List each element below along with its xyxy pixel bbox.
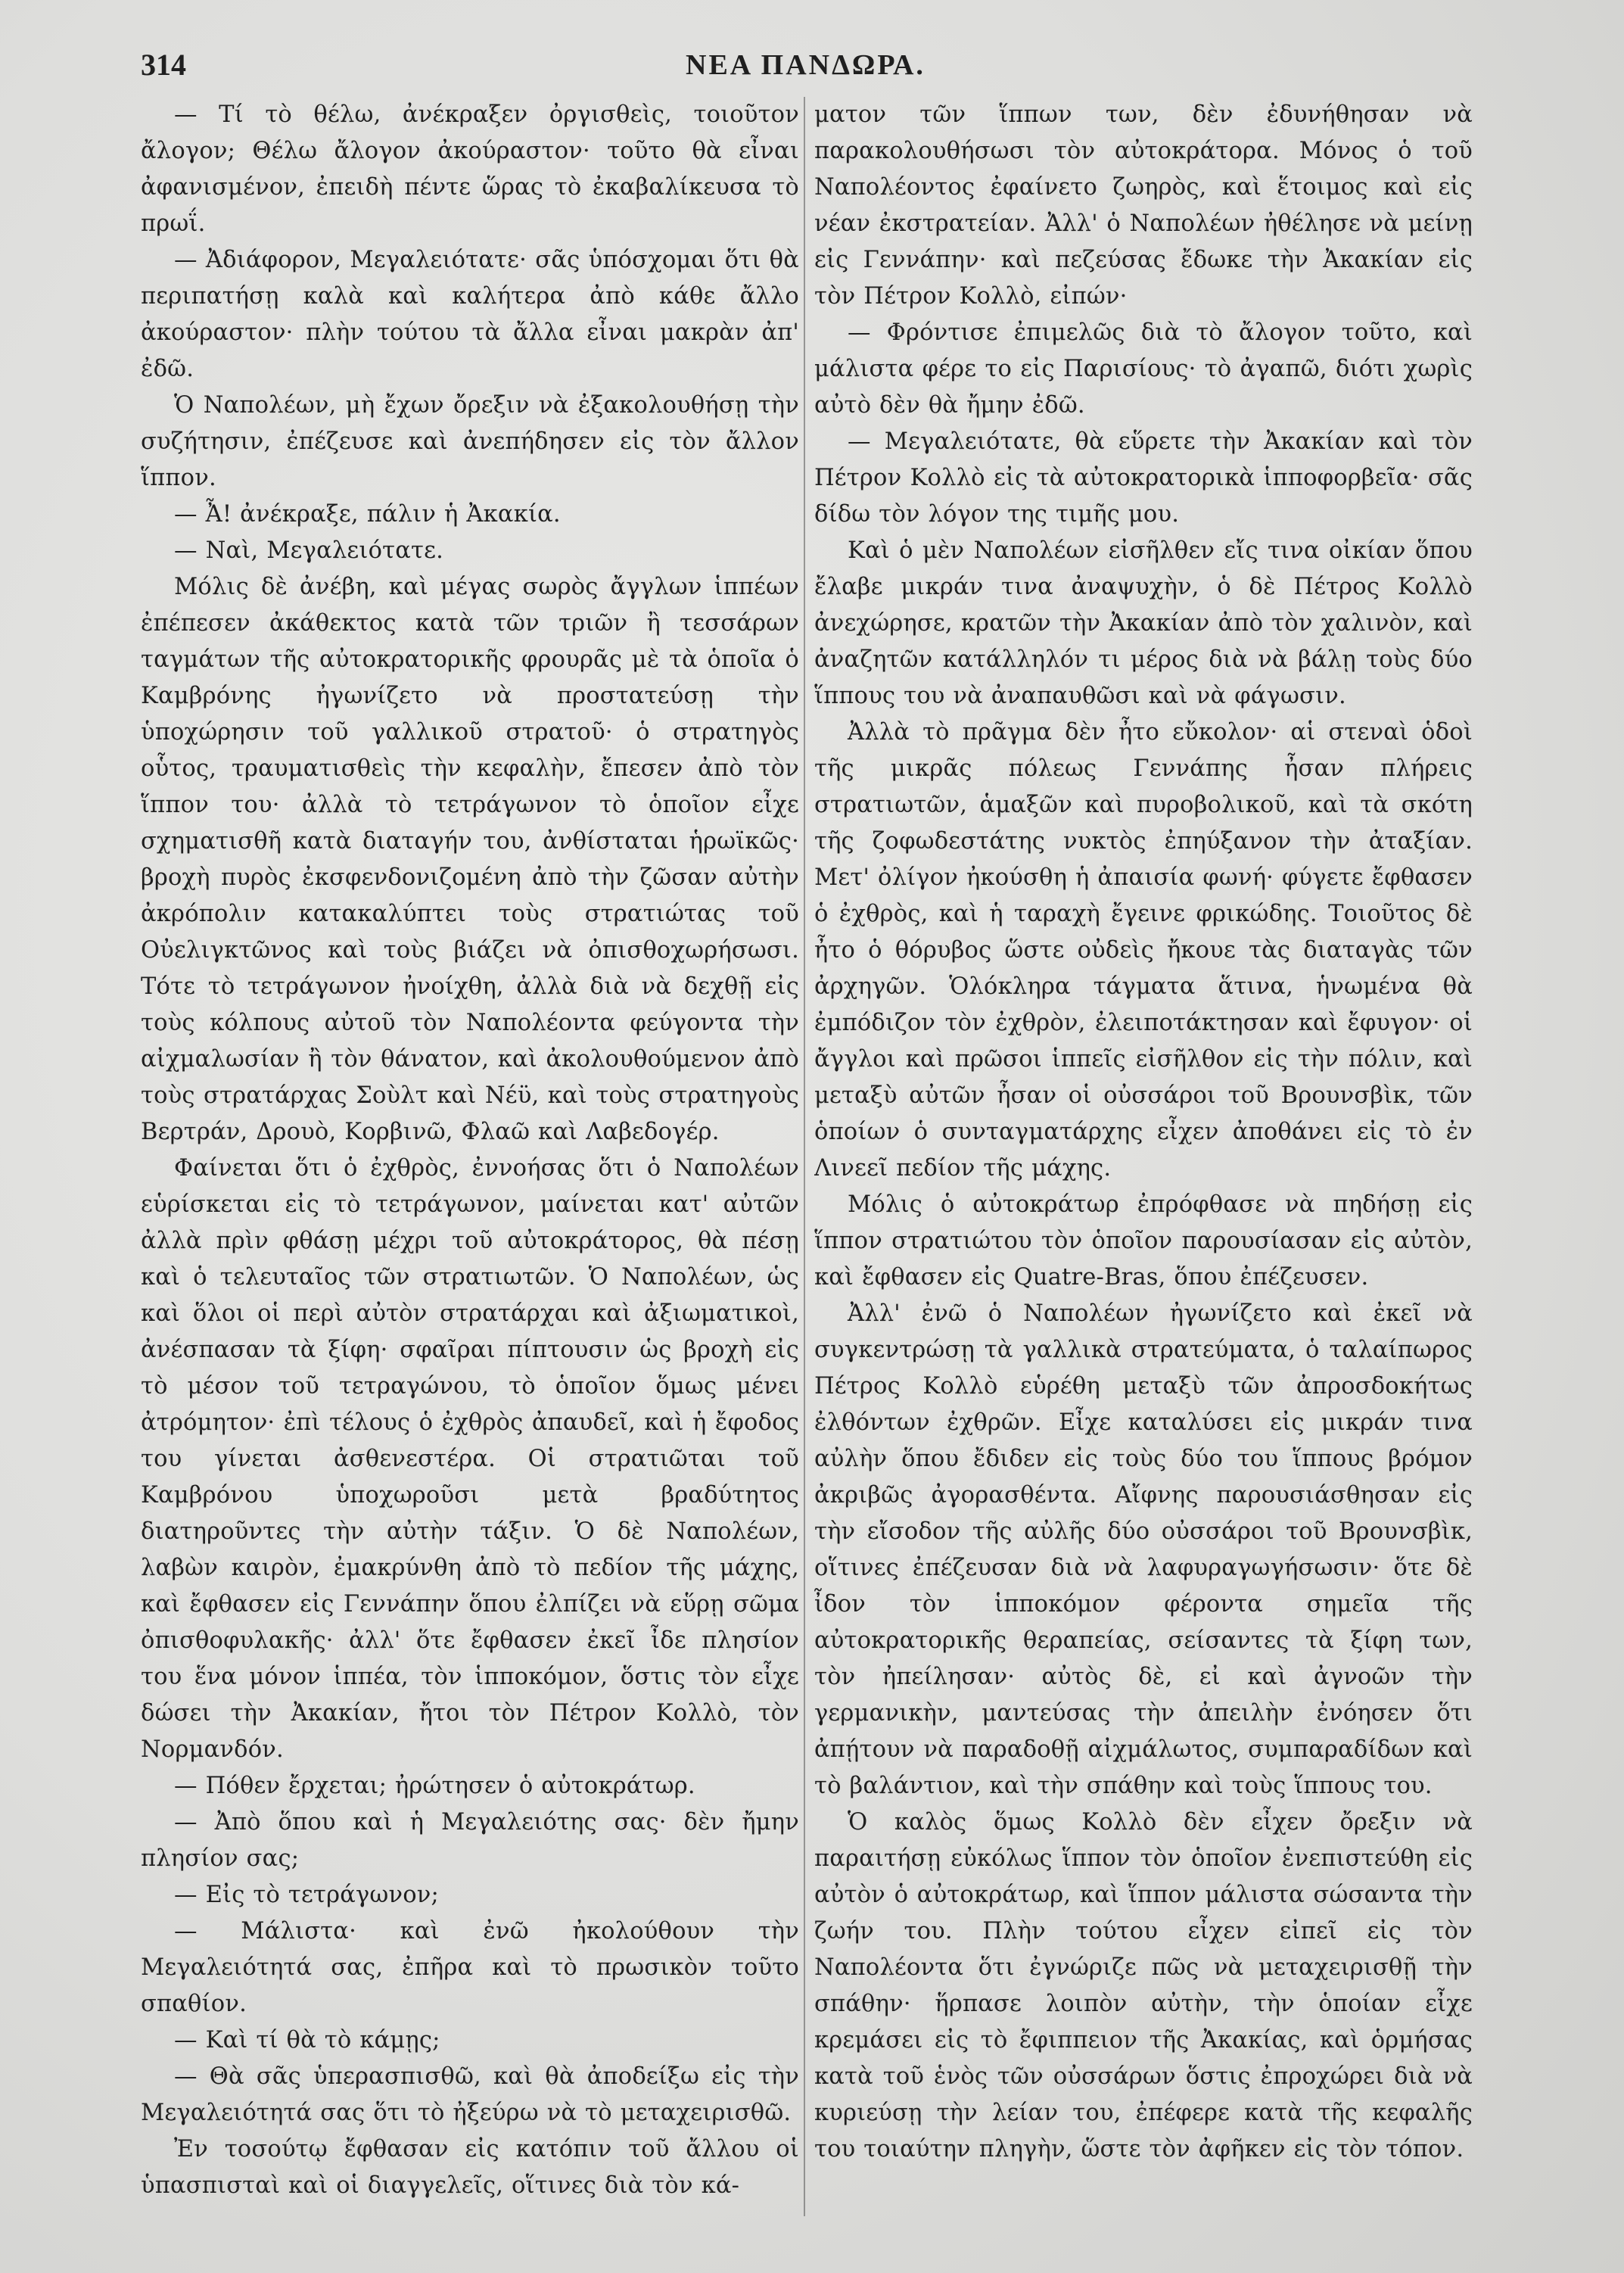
paragraph: — Τί τὸ θέλω, ἀνέκραξεν ὀργισθεὶς, τοιοῦτον ἄλογον; Θέλω ἄλογον ἀκούραστον· τοῦτο θὰ εἶναι ἀφανισμένον, ἐπειδὴ πέντε ὥρας τὸ ἐκαβαλίκευσα τὸ πρωΐ. — [141, 101, 799, 237]
paragraph: — Ἀδιάφορον, Μεγαλειότατε· σᾶς ὑπόσχομαι ὅτι θὰ περιπατήσῃ καλὰ καὶ καλήτερα ἀπὸ κάθε ἄλλο ἀκούραστον· πλὴν τούτου τὰ ἄλλα εἶναι μακρὰν ἀπ' ἐδῶ. — [141, 247, 799, 382]
paragraph: ματον τῶν ἵππων των, δὲν ἐδυνήθησαν νὰ παρακολουθήσωσι τὸν αὐτοκράτορα. Μόνος ὁ τοῦ Ναπολέοντος ἐφαίνετο ζωηρὸς, καὶ ἕτοιμος καὶ εἰς νέαν ἐκστρατείαν. Ἀλλ' ὁ Ναπολέων ἠθέλησε νὰ μείνῃ εἰς Γεννάπην· καὶ πεζεύσας ἔδωκε τὴν Ἀκακίαν εἰς τὸν Πέτρον Κολλὸ, εἰπών· — [814, 101, 1473, 310]
paragraph: — Μάλιστα· καὶ ἐνῶ ἠκολούθουν τὴν Μεγαλειότητά σας, ἐπῆρα καὶ τὸ πρωσικὸν τοῦτο σπαθίον. — [141, 1918, 799, 2017]
left-column — [141, 97, 799, 2247]
paragraph: — Καὶ τί θὰ τὸ κάμῃς; — [174, 2027, 440, 2053]
paragraph: — Ναὶ, Μεγαλειότατε. — [174, 537, 443, 564]
paragraph: Μόλις ὁ αὐτοκράτωρ ἐπρόφθασε νὰ πηδήσῃ εἰς ἵππον στρατιώτου τὸν ὁποῖον παρουσίασαν εἰς αὐτὸν, καὶ ἔφθασεν εἰς Quatre-Bras, ὅπου ἐπέζευσεν. — [814, 1191, 1473, 1291]
paragraph: Μόλις δὲ ἀνέβη, καὶ μέγας σωρὸς ἄγγλων ἱππέων ἐπέπεσεν ἀκάθεκτος κατὰ τῶν τριῶν ἢ τεσσάρων ταγμάτων τῆς αὐτοκρατορικῆς φρουρᾶς μὲ τὰ ὁποῖα ὁ Καμβρόνης ἠγωνίζετο νὰ προστατεύσῃ τὴν ὑποχώρησιν τοῦ γαλλικοῦ στρατοῦ· ὁ στρατηγὸς οὗτος, τραυματισθεὶς τὴν κεφαλὴν, ἔπεσεν ἀπὸ τὸν ἵππον του· ἀλλὰ τὸ τετράγωνον τὸ ὁποῖον εἶχε σχηματισθῆ κατὰ διαταγήν του, ἀνθίσταται ἡρωϊκῶς· βροχὴ πυρὸς ἐκσφενδονιζομένη ἀπὸ τὴν ζῶσαν αὐτὴν ἀκρόπολιν κατακαλύπτει τοὺς στρατιώτας τοῦ Οὐελιγκτῶνος καὶ τοὺς βιάζει νὰ ὀπισθοχωρήσωσι. Τότε τὸ τετράγωνον ἠνοίχθη, ἀλλὰ διὰ νὰ δεχθῇ εἰς τοὺς κόλπους αὐτοῦ τὸν Ναπολέοντα φεύγοντα τὴν αἰχμαλωσίαν ἢ τὸν θάνατον, καὶ ἀκολουθούμενον ἀπὸ τοὺς στρατάρχας Σοὺλτ καὶ Νέϋ, καὶ τοὺς στρατηγοὺς Βερτράν, Δρουὸ, Κορβινῶ, Φλαῶ καὶ Λαβεδογέρ. — [141, 574, 799, 1145]
running-title: ΝΕΑ ΠΑΝΔΩΡΑ. — [686, 49, 926, 81]
page-number: 314 — [141, 48, 186, 82]
paragraph: Ἀλλ' ἐνῶ ὁ Ναπολέων ἠγωνίζετο καὶ ἐκεῖ νὰ συγκεντρώσῃ τὰ γαλλικὰ στρατεύματα, ὁ ταλαίπωρος Πέτρος Κολλὸ εὑρέθη μεταξὺ τῶν ἀπροσδοκήτως ἐλθόντων ἐχθρῶν. Εἶχε καταλύσει εἰς μικράν τινα αὐλὴν ὅπου ἔδιδεν εἰς τοὺς δύο του ἵππους βρόμον ἀκριβῶς ἀγορασθέντα. Αἴφνης παρουσιάσθησαν εἰς τὴν εἴσοδον τῆς αὐλῆς δύο οὐσσάροι τοῦ Βρουνσβὶκ, οἵτινες ἐπέζευσαν διὰ νὰ λαφυραγωγήσωσιν· ὅτε δὲ ἶδον τὸν ἱπποκόμον φέροντα σημεῖα τῆς αὐτοκρατορικῆς θεραπείας, σείσαντες τὰ ξίφη των, τὸν ἠπείλησαν· αὐτὸς δὲ, εἰ καὶ ἀγνοῶν τὴν γερμανικὴν, μαντεύσας τὴν ἀπειλὴν ἐνόησεν ὅτι ἀπῄτουν νὰ παραδοθῇ αἰχμάλωτος, συμπαραδίδων καὶ τὸ βαλάντιον, καὶ τὴν σπάθην καὶ τοὺς ἵππους του. — [814, 1300, 1473, 1799]
paragraph: — Ἆ! ἀνέκραξε, πάλιν ἡ Ἀκακία. — [174, 501, 561, 528]
paragraph: Καὶ ὁ μὲν Ναπολέων εἰσῆλθεν εἴς τινα οἰκίαν ὅπου ἔλαβε μικράν τινα ἀναψυχὴν, ὁ δὲ Πέτρος Κολλὸ ἀνεχώρησε, κρατῶν τὴν Ἀκακίαν ἀπὸ τὸν χαλινὸν, καὶ ἀναζητῶν κατάλληλόν τι μέρος διὰ νὰ βάλῃ τοὺς δύο ἵππους του νὰ ἀναπαυθῶσι καὶ νὰ φάγωσιν. — [814, 537, 1473, 709]
page-header — [141, 47, 1579, 89]
paragraph: Ὁ Ναπολέων, μὴ ἔχων ὄρεξιν νὰ ἐξακολουθήσῃ τὴν συζήτησιν, ἐπέζευσε καὶ ἀνεπήδησεν εἰς τὸν ἄλλον ἵππον. — [141, 392, 799, 491]
paragraph: — Φρόντισε ἐπιμελῶς διὰ τὸ ἄλογον τοῦτο, καὶ μάλιστα φέρε το εἰς Παρισίους· τὸ ἀγαπῶ, διότι χωρὶς αὐτὸ δὲν θὰ ἤμην ἐδῶ. — [814, 319, 1473, 419]
paragraph: — Εἰς τὸ τετράγωνον; — [174, 1882, 440, 1908]
paragraph: Ὁ καλὸς ὅμως Κολλὸ δὲν εἶχεν ὄρεξιν νὰ παραιτήσῃ εὐκόλως ἵππον τὸν ὁποῖον ἐνεπιστεύθη εἰς αὐτὸν ὁ αὐτοκράτωρ, καὶ ἵππον μάλιστα σώσαντα τὴν ζωήν του. Πλὴν τούτου εἶχεν εἰπεῖ εἰς τὸν Ναπολέοντα ὅτι ἐγνώριζε πῶς νὰ μεταχειρισθῇ τὴν σπάθην· ἥρπασε λοιπὸν αὐτὴν, τὴν ὁποίαν εἶχε κρεμάσει εἰς τὸ ἔφιππειον τῆς Ἀκακίας, καὶ ὁρμήσας κατὰ τοῦ ἑνὸς τῶν οὐσσάρων ὅστις ἐπροχώρει διὰ νὰ κυριεύσῃ τὴν λείαν του, ἐπέφερε κατὰ τῆς κεφαλῆς του τοιαύτην πληγὴν, ὥστε τὸν ἀφῆκεν εἰς τὸν τόπον. — [814, 1809, 1473, 2162]
column-divider — [804, 97, 805, 2216]
paragraph: — Μεγαλειότατε, θὰ εὕρετε τὴν Ἀκακίαν καὶ τὸν Πέτρον Κολλὸ εἰς τὰ αὐτοκρατορικὰ ἱπποφορβεῖα· σᾶς δίδω τὸν λόγον της τιμῆς μου. — [814, 428, 1473, 528]
right-column — [814, 97, 1473, 2247]
paragraph: — Ἀπὸ ὅπου καὶ ἡ Μεγαλειότης σας· δὲν ἤμην πλησίον σας; — [141, 1809, 799, 1872]
paragraph: — Θὰ σᾶς ὑπερασπισθῶ, καὶ θὰ ἀποδείξω εἰς τὴν Μεγαλειότητά σας ὅτι τὸ ἠξεύρω νὰ τὸ μεταχειρισθῶ. — [141, 2063, 799, 2126]
paragraph: Ἀλλὰ τὸ πρᾶγμα δὲν ἦτο εὔκολον· αἱ στεναὶ ὁδοὶ τῆς μικρᾶς πόλεως Γεννάπης ἦσαν πλήρεις στρατιωτῶν, ἁμαξῶν καὶ πυροβολικοῦ, καὶ τὰ σκότη τῆς ζοφωδεστάτης νυκτὸς ἐπηύξανον τὴν ἀταξίαν. Μετ' ὀλίγον ἠκούσθη ἡ ἀπαισία φωνή· φύγετε ἔφθασεν ὁ ἐχθρὸς, καὶ ἡ ταραχὴ ἔγεινε φρικώδης. Τοιοῦτος δὲ ἦτο ὁ θόρυβος ὥστε οὐδεὶς ἤκουε τὰς διαταγὰς τῶν ἀρχηγῶν. Ὁλόκληρα τάγματα ἅτινα, ἡνωμένα θὰ ἐμπόδιζον τὸν ἐχθρὸν, ἐλειποτάκτησαν καὶ ἔφυγον· οἱ ἄγγλοι καὶ πρῶσοι ἱππεῖς εἰσῆλθον εἰς τὴν πόλιν, καὶ μεταξὺ αὐτῶν ἦσαν οἱ οὐσσάροι τοῦ Βρουνσβὶκ, τῶν ὁποίων ὁ συνταγματάρχης εἶχεν ἀποθάνει εἰς τὸ ἐν Λινεεῖ πεδίον τῆς μάχης. — [814, 719, 1473, 1182]
paragraph: Ἐν τοσούτῳ ἔφθασαν εἰς κατόπιν τοῦ ἄλλου οἱ ὑπασπισταὶ καὶ οἱ διαγγελεῖς, οἵτινες διὰ τὸν κά- — [141, 2136, 799, 2199]
paragraph: — Πόθεν ἔρχεται; ἠρώτησεν ὁ αὐτοκράτωρ. — [174, 1773, 695, 1799]
paragraph: Φαίνεται ὅτι ὁ ἐχθρὸς, ἐννοήσας ὅτι ὁ Ναπολέων εὑρίσκεται εἰς τὸ τετράγωνον, μαίνεται κατ' αὐτῶν ἀλλὰ πρὶν φθάσῃ μέχρι τοῦ αὐτοκράτορος, θὰ πέσῃ καὶ ὁ τελευταῖος τῶν στρατιωτῶν. Ὁ Ναπολέων, ὡς καὶ ὅλοι οἱ περὶ αὐτὸν στρατάρχαι καὶ ἀξιωματικοὶ, ἀνέσπασαν τὰ ξίφη· σφαῖραι πίπτουσιν ὡς βροχὴ εἰς τὸ μέσον τοῦ τετραγώνου, τὸ ὁποῖον ὅμως μένει ἀτρόμητον· ἐπὶ τέλους ὁ ἐχθρὸς ἀπαυδεῖ, καὶ ἡ ἔφοδος του γίνεται ἀσθενεστέρα. Οἱ στρατιῶται τοῦ Καμβρόνου ὑποχωροῦσι μετὰ βραδύτητος διατηροῦντες τὴν αὐτὴν τάξιν. Ὁ δὲ Ναπολέων, λαβὼν καιρὸν, ἐμακρύνθη ἀπὸ τὸ πεδίον τῆς μάχης, καὶ ἔφθασεν εἰς Γεννάπην ὅπου ἐλπίζει νὰ εὕρῃ σῶμα ὀπισθοφυλακῆς· ἀλλ' ὅτε ἔφθασεν ἐκεῖ ἶδε πλησίον του ἕνα μόνον ἱππέα, τὸν ἱπποκόμον, ὅστις τὸν εἶχε δώσει τὴν Ἀκακίαν, ἤτοι τὸν Πέτρον Κολλὸ, τὸν Νορμανδόν. — [141, 1155, 799, 1763]
